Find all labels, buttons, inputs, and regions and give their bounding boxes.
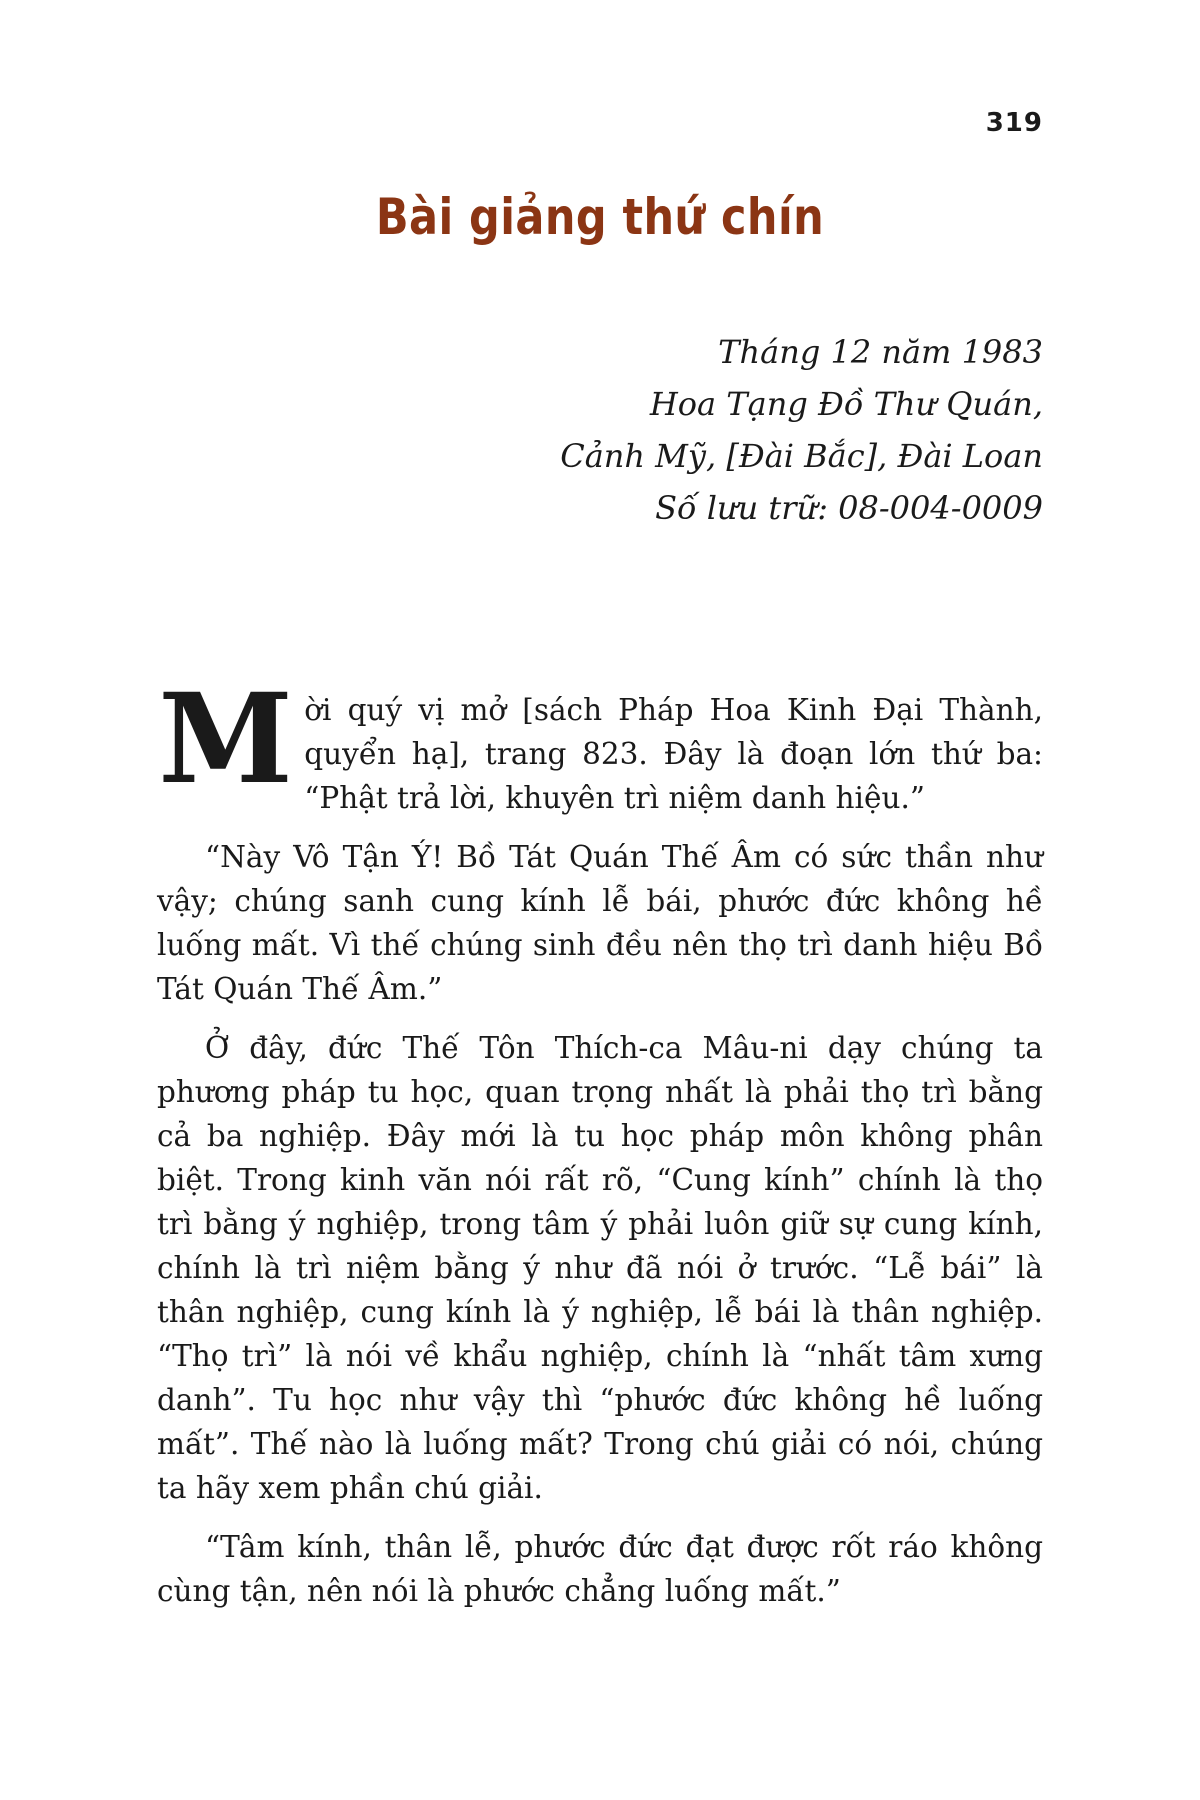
paragraph-1 (157, 667, 1043, 820)
page-number: 319 (985, 108, 1043, 138)
lecture-place-line-1: Hoa Tạng Đồ Thư Quán, (649, 385, 1043, 423)
archive-number: Số lưu trữ: 08-004-0009 (655, 489, 1043, 527)
body-text (157, 667, 1043, 1628)
paragraph-4: “Tâm kính, thân lễ, phước đức đạt được rốt ráo không cùng tận, nên nói là phước chẳng luống mất.” (157, 1530, 1043, 1608)
lecture-place-line-2: Cảnh Mỹ, [Đài Bắc], Đài Loan (560, 437, 1043, 475)
lecture-date: Tháng 12 năm 1983 (718, 333, 1043, 371)
lecture-metadata (560, 326, 1043, 534)
paragraph-3: Ở đây, đức Thế Tôn Thích-ca Mâu-ni dạy chúng ta phương pháp tu học, quan trọng nhất là phải thọ trì bằng cả ba nghiệp. Đây mới là tu học pháp môn không phân biệt. Trong kinh văn nói rất rõ, “Cung kính” chính là thọ trì bằng ý nghiệp, trong tâm ý phải luôn giữ sự cung kính, chính là trì niệm bằng ý như đã nói ở trước. “Lễ bái” là thân nghiệp, cung kính là ý nghiệp, lễ bái là thân nghiệp. “Thọ trì” là nói về khẩu nghiệp, chính là “nhất tâm xưng danh”. Tu học như vậy thì “phước đức không hề luống mất”. Thế nào là luống mất? Trong chú giải có nói, chúng ta hãy xem phần chú giải. (157, 1031, 1043, 1505)
paragraph-2: “Này Vô Tận Ý! Bồ Tát Quán Thế Âm có sức thần như vậy; chúng sanh cung kính lễ bái, phước đức không hề luống mất. Vì thế chúng sinh đều nên thọ trì danh hiệu Bồ Tát Quán Thế Âm.” (157, 840, 1043, 1006)
chapter-title: Bài giảng thứ chín (375, 188, 825, 246)
drop-cap: M (158, 667, 293, 812)
paragraph-1-text: ời quý vị mở [sách Pháp Hoa Kinh Đại Thành, quyển hạ], trang 823. Đây là đoạn lớn thứ ba: “Phật trả lời, khuyên trì niệm danh hiệu.” (304, 693, 1043, 815)
